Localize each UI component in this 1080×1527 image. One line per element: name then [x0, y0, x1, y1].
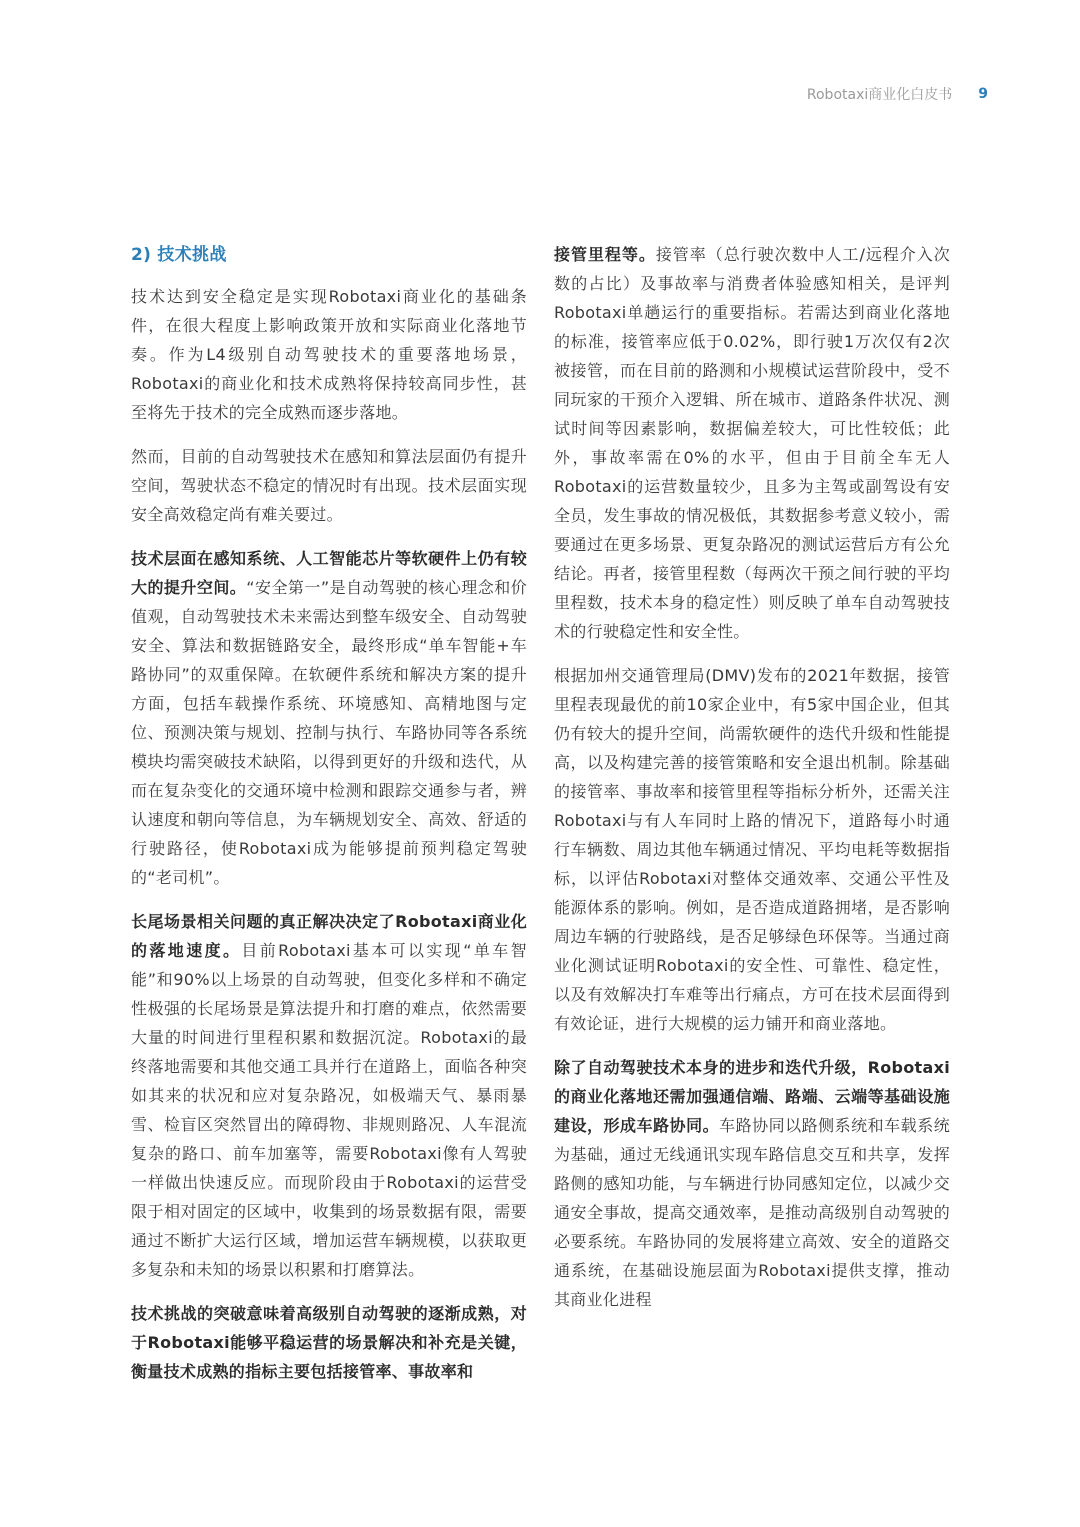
- paragraph-text: “安全第一”是自动驾驶的核心理念和价值观，自动驾驶技术未来需达到整车级安全、自动驾驶安全、算法和数据链路安全，最终形成“单车智能+车路协同”的双重保障。在软硬件系统和解决方案的提升方面，包括车载操作系统、环境感知、高精地图与定位、预测决策与规划、控制与执行、车路协同等各系统模块均需突破技术缺陷，以得到更好的升级和迭代，从而在复杂变化的交通环境中检测和跟踪交通参与者，辨认速度和朝向等信息，为车辆规划安全、高效、舒适的行驶路径，使Robotaxi成为能够提前预判稳定驾驶的“老司机”。: [131, 578, 527, 887]
- section-heading: 2) 技术挑战: [131, 245, 227, 265]
- paragraph: 根据加州交通管理局(DMV)发布的2021年数据，接管里程表现最优的前10家企业中，有5家中国企业，但其仍有较大的提升空间，尚需软硬件的迭代升级和性能提高，以及构建完善的接管策略和安全退出机制。除基础的接管率、事故率和接管里程等指标分析外，还需关注Robotaxi与有人车同时上路的情况下，道路每小时通行车辆数、周边其他车辆通过情况、平均电耗等数据指标，以评估Robotaxi对整体交通效率、交通公平性及能源体系的影响。例如，是否造成道路拥堵，是否影响周边车辆的行驶路线，是否足够绿色环保等。当通过商业化测试证明Robotaxi的安全性、可靠性、稳定性，以及有效解决打车难等出行痛点，方可在技术层面得到有效论证，进行大规模的运力铺开和商业落地。: [554, 666, 950, 1033]
- paragraph: 然而，目前的自动驾驶技术在感知和算法层面仍有提升空间，驾驶状态不稳定的情况时有出现。技术层面实现安全高效稳定尚有难关要过。: [131, 447, 527, 524]
- right-column: [554, 240, 950, 1329]
- paragraph-text: 接管率（总行驶次数中人工/远程介入次数的占比）及事故率与消费者体验感知相关，是评判Robotaxi单趟运行的重要指标。若需达到商业化落地的标准，接管率应低于0.02%，即行驶1万次仅有2次被接管，而在目前的路测和小规模试运营阶段中，受不同玩家的干预介入逻辑、所在城市、道路条件状况、测试时间等因素影响，数据偏差较大，可比性较低；此外，事故率需在0%的水平，但由于目前全车无人Robotaxi的运营数量较少，且多为主驾或副驾设有安全员，发生事故的情况极低，其数据参考意义较小，需要通过在更多场景、更复杂路况的测试运营后方有公允结论。再者，接管里程数（每两次干预之间行驶的平均里程数，技术本身的稳定性）则反映了单车自动驾驶技术的行驶稳定性和安全性。: [554, 245, 950, 641]
- paragraph: [131, 1299, 527, 1386]
- paragraph: 技术达到安全稳定是实现Robotaxi商业化的基础条件，在很大程度上影响政策开放和实际商业化落地节奏。作为L4级别自动驾驶技术的重要落地场景，Robotaxi的商业化和技术成熟将保持较高同步性，甚至将先于技术的完全成熟而逐步落地。: [131, 287, 527, 422]
- paragraph-text: 车路协同以路侧系统和车载系统为基础，通过无线通讯实现车路信息交互和共享，发挥路侧的感知功能，与车辆进行协同感知定位，以减少交通安全事故，提高交通效率，是推动高级别自动驾驶的必要系统。车路协同的发展将建立高效、安全的道路交通系统，在基础设施层面为Robotaxi提供支撑，推动其商业化进程: [554, 1116, 950, 1309]
- bold-lead: 技术挑战的突破意味着高级别自动驾驶的逐渐成熟，对于Robotaxi能够平稳运营的场景解决和补充是关键，衡量技术成熟的指标主要包括接管率、事故率和: [131, 1304, 527, 1381]
- paragraph-text: 目前Robotaxi基本可以实现“单车智能”和90%以上场景的自动驾驶，但变化多样和不确定性极强的长尾场景是算法提升和打磨的难点，依然需要大量的时间进行里程积累和数据沉淀。Robotaxi的最终落地需要和其他交通工具并行在道路上，面临各种突如其来的状况和应对复杂路况，如极端天气、暴雨暴雪、检盲区突然冒出的障碍物、非规则路况、人车混流复杂的路口、前车加塞等，需要Robotaxi像有人驾驶一样做出快速反应。而现阶段由于Robotaxi的运营受限于相对固定的区域中，收集到的场景数据有限，需要通过不断扩大运行区域，增加运营车辆规模，以获取更多复杂和未知的场景以积累和打磨算法。: [131, 941, 527, 1279]
- bold-lead: 接管里程等。: [554, 245, 656, 264]
- paragraph: [554, 1053, 950, 1314]
- page-number: 9: [978, 86, 988, 102]
- bold-lead: 长尾场景相关问题的真正解决决定了Robotaxi商业化的落地速度。: [131, 912, 527, 960]
- document-title: Robotaxi商业化白皮书: [806, 87, 953, 103]
- page-header: [807, 84, 988, 104]
- left-column: [131, 240, 527, 1401]
- bold-lead: 技术层面在感知系统、人工智能芯片等软硬件上仍有较大的提升空间。: [131, 549, 527, 597]
- bold-lead: 除了自动驾驶技术本身的进步和迭代升级，Robotaxi的商业化落地还需加强通信端、路端、云端等基础设施建设，形成车路协同。: [554, 1058, 950, 1135]
- paragraph: [554, 240, 950, 646]
- paragraph: [131, 544, 527, 892]
- paragraph: [131, 907, 527, 1284]
